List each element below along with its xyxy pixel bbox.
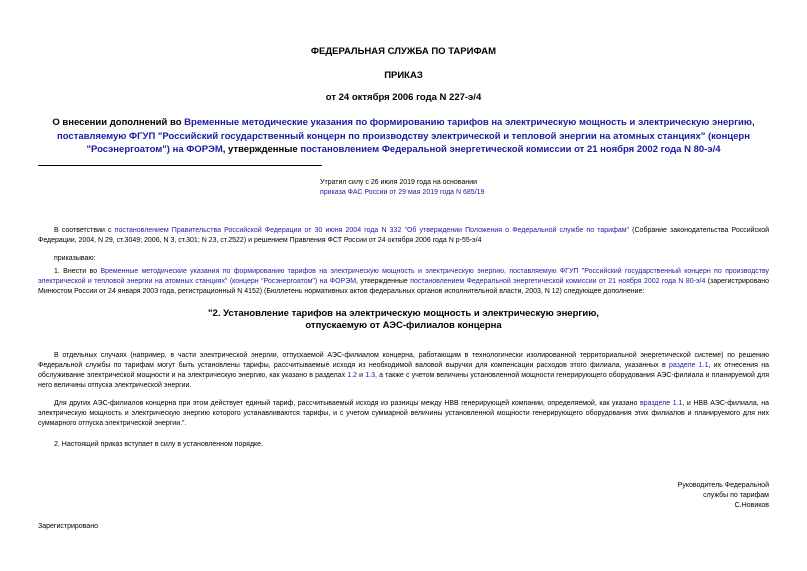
- item-1-link-resolution[interactable]: постановлением Федеральной энергетической комиссии от 21 ноября 2002 года N 80-э/4: [410, 278, 706, 285]
- paragraph-item-2: 2. Настоящий приказ вступает в силу в установленном порядке.: [54, 441, 264, 448]
- link-section-1-1[interactable]: разделе 1.1: [668, 362, 709, 369]
- status-note-text: Утратил силу с 26 июля 2019 года на основании: [320, 179, 478, 186]
- signature-name: С.Новиков: [734, 502, 769, 509]
- section-subheading: "2. Установление тарифов на электрическую мощность и электрическую энергию, отпускаемую от АЭС-филиалов концерна: [208, 308, 599, 331]
- link-section-1-3[interactable]: 1.3: [365, 372, 375, 379]
- special-cases-text3: и: [357, 372, 366, 379]
- special-cases-text2: , их отнесения на обслуживание электрической мощности и на электрическую энергию, как указано в разделах: [38, 362, 769, 379]
- registration-note: Зарегистрировано: [38, 523, 98, 530]
- document-title: [38, 116, 769, 157]
- link-section-1-2[interactable]: 1.2: [347, 372, 357, 379]
- other-branches-text1: Для других АЭС-филиалов концерна при этом действует единый тариф, рассчитываемый исходя из разницы между НВВ генерирующей компании, определяемой, как указано: [54, 400, 640, 407]
- status-note-link[interactable]: приказа ФАС России от 29 мая 2019 года N 685/19: [320, 189, 485, 196]
- signature-position-line1: Руководитель Федеральной: [677, 482, 769, 489]
- document-type-heading: ПРИКАЗ: [384, 70, 423, 81]
- item-1-text2: , утвержденные: [356, 278, 411, 285]
- signature-block: [678, 481, 769, 511]
- item-1-link-guidelines[interactable]: Временные методические указания по формированию тарифов на электрическую мощность и электрическую энергию, поставляемую ФГУП "Российский государственный концерн по производству электрической и тепловой энергии на атомных станциях" (концерн "Росэнергоатом") на ФОРЭМ: [38, 268, 770, 285]
- special-cases-text1: В отдельных случаях (например, в части электрической энергии, отпускаемой АЭС-филиалом концерна, работающим в технологически изолированной территориальной энергетической системе) по решению Федеральной службы по тарифам могут быть установлены тарифы, рассчитываемые исходя из необходимой валовой выручки для компенсации расходов этого филиала, указанных в: [38, 352, 769, 369]
- paragraph-special-cases: [38, 351, 769, 391]
- paragraph-order: приказываю:: [54, 255, 96, 262]
- item-1-text3: (зарегистрировано Минюстом России от 24 января 2003 года, регистрационный N 4152) (Бюллетень нормативных актов федеральных органов исполнительной власти, 2003, N 12) следующее дополнение:: [38, 278, 769, 295]
- document-date-number: от 24 октября 2006 года N 227-э/4: [325, 92, 482, 103]
- paragraph-basis-text2: (Собрание законодательства Российской Федерации, 2004, N 29, ст.3049; 2006, N 3, ст.301; N 23, ст.2522) и решением Правления ФСТ России от 24 октября 2006 года N р-55-э/4: [38, 227, 770, 244]
- paragraph-basis: [38, 226, 769, 246]
- agency-heading: ФЕДЕРАЛЬНАЯ СЛУЖБА ПО ТАРИФАМ: [310, 46, 497, 57]
- divider-line: [38, 165, 322, 166]
- special-cases-text4: , а также с учетом величины установленной мощности генерирующего оборудования АЭС-филиала и планируемой для него величины отпуска электрической энергии.: [38, 372, 769, 389]
- link-section-1-1-second[interactable]: вразделе 1.1: [639, 400, 683, 407]
- signature-position-line2: службы по тарифам: [703, 492, 769, 499]
- title-text-part2: , утвержденные: [222, 144, 301, 155]
- link-government-resolution[interactable]: постановлением Правительства Российской Федерации от 30 июня 2004 года N 332 "Об утверждении Положения о Федеральной службе по тарифам": [114, 227, 630, 234]
- title-text-part1: О внесении дополнений во: [52, 117, 185, 128]
- paragraph-other-branches: [38, 399, 769, 429]
- paragraph-item-1: [38, 267, 769, 297]
- other-branches-text2: , и НВВ АЭС-филиала, на электрическую мощность и электрическую энергию которого устанавливаются тарифы, и с учетом суммарной величины установленной мощности генерирующего оборудования этих филиалов и планируемого для них суммарного отпуска электрической энергии.".: [38, 400, 769, 427]
- title-link-fek-resolution[interactable]: постановлением Федеральной энергетической комиссии от 21 ноября 2002 года N 80-э/4: [300, 144, 721, 155]
- paragraph-basis-text1: В соответствии с: [54, 227, 115, 234]
- item-1-text1: 1. Внести во: [54, 268, 101, 275]
- title-link-methodical-guidelines[interactable]: Временные методические указания по формированию тарифов на электрическую мощность и электрическую энергию, поставляемую ФГУП "Российский государственный концерн по производству электрической и тепловой энергии на атомных станциях" (концерн "Росэнергоатом") на ФОРЭМ: [57, 117, 755, 155]
- status-note: [320, 178, 484, 198]
